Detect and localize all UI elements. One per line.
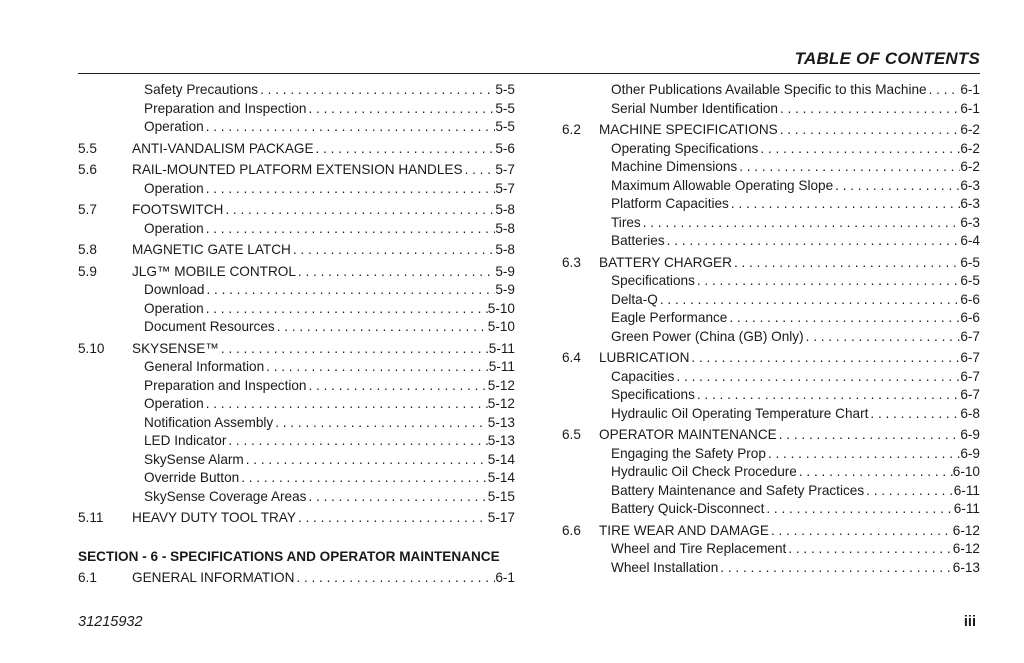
toc-entry-title: Green Power (China (GB) Only): [611, 328, 804, 344]
toc-dot-leader: [258, 81, 495, 100]
toc-entry-page: 5-5: [495, 82, 515, 97]
toc-entry-page: 6-1: [960, 82, 980, 97]
toc-dot-leader: [797, 463, 953, 482]
toc-entry-page: 6-9: [960, 427, 980, 442]
toc-subentry[interactable]: [78, 100, 515, 119]
toc-entry-number: 5.8: [78, 242, 97, 257]
toc-dot-leader: [777, 426, 961, 445]
toc-dot-leader: [689, 349, 960, 368]
toc-dot-leader: [296, 263, 495, 282]
toc-dot-leader: [226, 432, 487, 451]
toc-entry-title: LED Indicator: [144, 433, 227, 448]
toc-entry-title: BATTERY CHARGER: [599, 254, 732, 270]
toc-dot-leader: [463, 161, 496, 180]
toc-dot-leader: [294, 569, 495, 588]
toc-entry-page: 6-3: [960, 214, 980, 230]
toc-subentry[interactable]: [562, 81, 980, 100]
toc-dot-leader: [732, 254, 960, 273]
toc-entry-number: 5.5: [78, 140, 97, 156]
toc-entry-title: FOOTSWITCH: [132, 202, 224, 217]
toc-entry-title: Battery Maintenance and Safety Practices: [611, 482, 865, 498]
toc-entry-title: Specifications: [611, 273, 695, 288]
toc-entry[interactable]: [562, 522, 980, 541]
toc-entry-page: 6-9: [960, 445, 980, 461]
toc-dot-leader: [658, 291, 961, 310]
toc-subentry[interactable]: [562, 177, 980, 196]
toc-dot-leader: [665, 232, 961, 251]
toc-entry[interactable]: [78, 161, 515, 180]
toc-column-right: [562, 81, 980, 577]
toc-dot-leader: [868, 405, 960, 424]
toc-dot-leader: [674, 368, 960, 387]
toc-dot-leader: [778, 100, 960, 119]
toc-dot-leader: [204, 220, 496, 239]
toc-subentry[interactable]: [562, 272, 980, 291]
toc-entry-page: 6-7: [960, 368, 980, 384]
toc-entry-number: 5.7: [78, 202, 97, 217]
toc-entry-page: 6-4: [960, 233, 980, 248]
toc-entry-page: 5-14: [487, 470, 515, 485]
toc-entry-title: Tires: [611, 214, 641, 230]
toc-dot-leader: [306, 100, 495, 119]
toc-entry-page: 6-3: [960, 196, 980, 211]
toc-entry-page: 6-12: [952, 522, 980, 538]
toc-subentry[interactable]: [562, 158, 980, 177]
toc-subentry[interactable]: [562, 195, 980, 214]
toc-subentry[interactable]: [562, 559, 980, 578]
toc-entry[interactable]: [78, 340, 515, 359]
toc-subentry[interactable]: [562, 540, 980, 559]
toc-entry-title: Operation: [144, 180, 204, 196]
toc-dot-leader: [204, 300, 488, 319]
toc-dot-leader: [727, 309, 960, 328]
toc-entry-page: 6-7: [960, 328, 980, 344]
header-divider: [78, 73, 980, 74]
toc-dot-leader: [695, 386, 960, 405]
toc-entry-title: JLG™ MOBILE CONTROL: [132, 263, 296, 279]
toc-entry-title: LUBRICATION: [599, 350, 690, 365]
toc-dot-leader: [927, 81, 961, 100]
toc-entry-page: 6-2: [960, 159, 980, 174]
toc-entry[interactable]: [562, 426, 980, 445]
toc-subentry[interactable]: [78, 81, 515, 100]
toc-entry-page: 6-2: [960, 140, 980, 156]
toc-entry-page: 6-11: [953, 482, 980, 498]
page-title: TABLE OF CONTENTS: [794, 49, 980, 68]
toc-dot-leader: [275, 318, 488, 337]
toc-entry-title: Operating Specifications: [611, 140, 759, 156]
toc-entry-title: Preparation and Inspection: [144, 100, 307, 116]
document-number: 31215932: [78, 614, 143, 630]
toc-entry-title: MACHINE SPECIFICATIONS: [599, 122, 778, 137]
toc-entry-title: Specifications: [611, 387, 695, 402]
toc-subentry[interactable]: [562, 368, 980, 387]
toc-subentry[interactable]: [78, 432, 515, 451]
toc-subentry[interactable]: [78, 469, 515, 488]
toc-entry-title: OPERATOR MAINTENANCE: [599, 427, 777, 442]
toc-entry[interactable]: [78, 140, 515, 159]
toc-entry-title: TIRE WEAR AND DAMAGE: [599, 522, 769, 538]
toc-subentry[interactable]: [562, 309, 980, 328]
toc-entry-title: MAGNETIC GATE LATCH: [132, 242, 291, 257]
toc-dot-leader: [296, 509, 488, 528]
toc-subentry[interactable]: [562, 445, 980, 464]
toc-entry-title: Hydraulic Oil Operating Temperature Chart: [611, 405, 869, 421]
toc-entry-page: 6-13: [952, 559, 980, 575]
toc-entry-number: 6.6: [562, 522, 581, 538]
toc-dot-leader: [804, 328, 961, 347]
toc-entry-page: 6-6: [960, 310, 980, 325]
toc-subentry[interactable]: [562, 214, 980, 233]
toc-subentry[interactable]: [78, 395, 515, 414]
toc-subentry[interactable]: [562, 463, 980, 482]
toc-entry-number: 6.2: [562, 122, 581, 137]
toc-entry-page: 6-11: [953, 501, 980, 516]
toc-entry-page: 5-11: [488, 359, 515, 374]
toc-dot-leader: [264, 358, 489, 377]
toc-entry-number: 5.9: [78, 263, 97, 279]
toc-entry-page: 5-9: [495, 282, 515, 297]
toc-dot-leader: [273, 414, 488, 433]
toc-subentry[interactable]: [562, 328, 980, 347]
toc-dot-leader: [778, 121, 961, 140]
toc-dot-leader: [786, 540, 952, 559]
toc-entry-title: Serial Number Identification: [611, 100, 778, 116]
toc-dot-leader: [833, 177, 960, 196]
toc-entry-page: 5-14: [487, 451, 515, 467]
toc-entry-number: 6.4: [562, 350, 581, 365]
toc-entry-page: 6-1: [495, 570, 515, 585]
toc-subentry[interactable]: [562, 232, 980, 251]
toc-entry-page: 6-12: [952, 541, 980, 556]
toc-subentry[interactable]: [78, 281, 515, 300]
toc-entry-title: Wheel Installation: [611, 559, 719, 575]
toc-entry-page: 5-5: [495, 100, 515, 116]
toc-dot-leader: [718, 559, 952, 578]
toc-entry-title: Operation: [144, 119, 204, 134]
toc-entry-title: SkySense Coverage Areas: [144, 488, 307, 504]
toc-subentry[interactable]: [78, 318, 515, 337]
toc-subentry[interactable]: [562, 140, 980, 159]
toc-subentry[interactable]: [562, 405, 980, 424]
toc-dot-leader: [204, 395, 488, 414]
toc-entry-page: 5-12: [487, 377, 515, 393]
toc-dot-leader: [314, 140, 496, 159]
toc-entry-page: 5-10: [487, 300, 515, 316]
toc-dot-leader: [864, 482, 954, 501]
toc-entry-title: ANTI-VANDALISM PACKAGE: [132, 140, 314, 156]
toc-dot-leader: [764, 500, 953, 519]
toc-subentry[interactable]: [78, 414, 515, 433]
toc-entry-number: 6.3: [562, 254, 581, 270]
toc-subentry[interactable]: [562, 500, 980, 519]
toc-entry-title: GENERAL INFORMATION: [132, 570, 295, 585]
toc-subentry[interactable]: [78, 300, 515, 319]
toc-entry-title: SkySense Alarm: [144, 451, 244, 467]
toc-entry-page: 5-13: [487, 433, 515, 448]
toc-entry[interactable]: [78, 509, 515, 528]
toc-entry-title: Document Resources: [144, 319, 275, 334]
toc-entry-page: 5-10: [487, 319, 515, 334]
toc-dot-leader: [769, 522, 953, 541]
toc-entry-page: 5-8: [495, 220, 515, 236]
toc-entry[interactable]: [78, 241, 515, 260]
toc-entry-title: Operation: [144, 220, 204, 236]
toc-dot-leader: [695, 272, 960, 291]
toc-subentry[interactable]: [78, 451, 515, 470]
toc-entry-page: 6-6: [960, 291, 980, 307]
toc-entry[interactable]: [78, 201, 515, 220]
toc-entry-title: Wheel and Tire Replacement: [611, 541, 787, 556]
toc-subentry[interactable]: [78, 180, 515, 199]
toc-entry-title: RAIL-MOUNTED PLATFORM EXTENSION HANDLES: [132, 162, 463, 177]
toc-entry[interactable]: [562, 254, 980, 273]
toc-entry-page: 6-3: [960, 177, 980, 193]
toc-subentry[interactable]: [562, 482, 980, 501]
toc-subentry[interactable]: [562, 386, 980, 405]
toc-dot-leader: [306, 377, 487, 396]
toc-entry-title: Battery Quick-Disconnect: [611, 501, 765, 516]
toc-entry-page: 5-15: [487, 488, 515, 504]
toc-dot-leader: [239, 469, 488, 488]
toc-entry[interactable]: [562, 349, 980, 368]
toc-entry-title: Platform Capacities: [611, 196, 729, 211]
toc-entry-page: 5-17: [487, 510, 515, 525]
toc-entry-page: 5-8: [495, 202, 515, 217]
toc-column-left: [78, 81, 515, 588]
toc-dot-leader: [758, 140, 960, 159]
toc-dot-leader: [204, 281, 495, 300]
toc-entry-page: 5-12: [487, 396, 515, 411]
toc-entry-page: 6-10: [952, 464, 980, 479]
toc-subentry[interactable]: [78, 358, 515, 377]
page-number: iii: [963, 614, 976, 630]
toc-entry-page: 5-7: [495, 180, 515, 196]
toc-entry-number: 5.6: [78, 162, 97, 177]
toc-entry-title: HEAVY DUTY TOOL TRAY: [132, 510, 296, 525]
toc-subentry[interactable]: [562, 291, 980, 310]
toc-entry-title: SKYSENSE™: [132, 340, 219, 356]
toc-entry-page: 6-1: [960, 100, 980, 116]
toc-dot-leader: [204, 180, 496, 199]
toc-entry-title: Engaging the Safety Prop: [611, 445, 766, 461]
toc-entry[interactable]: [78, 569, 515, 588]
toc-entry-page: 5-8: [495, 242, 515, 257]
toc-entry-title: Operation: [144, 396, 204, 411]
toc-dot-leader: [244, 451, 488, 470]
toc-subentry[interactable]: [78, 377, 515, 396]
toc-subentry[interactable]: [562, 100, 980, 119]
toc-entry-title: General Information: [144, 359, 265, 374]
toc-dot-leader: [204, 118, 496, 137]
toc-entry-page: 5-13: [487, 414, 515, 430]
toc-entry-title: Download: [144, 282, 205, 297]
toc-entry[interactable]: [78, 263, 515, 282]
toc-dot-leader: [737, 158, 960, 177]
toc-entry-title: Batteries: [611, 233, 665, 248]
toc-entry-page: 6-5: [960, 254, 980, 270]
toc-entry-page: 5-5: [495, 119, 515, 134]
toc-entry-page: 5-11: [488, 340, 515, 356]
toc-entry-page: 6-7: [960, 350, 980, 365]
toc-entry-page: 5-9: [495, 263, 515, 279]
toc-entry-title: Operation: [144, 300, 204, 316]
toc-entry-title: Hydraulic Oil Check Procedure: [611, 464, 797, 479]
toc-dot-leader: [729, 195, 960, 214]
toc-dot-leader: [766, 445, 960, 464]
toc-entry-page: 6-8: [960, 405, 980, 421]
toc-entry-page: 6-7: [960, 387, 980, 402]
toc-entry-title: Maximum Allowable Operating Slope: [611, 177, 834, 193]
toc-dot-leader: [641, 214, 961, 233]
toc-entry-page: 6-2: [960, 122, 980, 137]
toc-entry-title: Preparation and Inspection: [144, 377, 307, 393]
toc-entry-title: Machine Dimensions: [611, 159, 738, 174]
toc-entry-page: 5-6: [495, 140, 515, 156]
toc-entry-title: Capacities: [611, 368, 675, 384]
toc-section-heading: SECTION - 6 - SPECIFICATIONS AND OPERATOR MAINTENANCE: [78, 548, 500, 564]
toc-entry-title: Other Publications Available Specific to this Machine: [611, 82, 927, 97]
toc-entry[interactable]: [562, 121, 980, 140]
toc-entry-title: Delta-Q: [611, 291, 658, 307]
toc-subentry[interactable]: [78, 220, 515, 239]
toc-entry-title: Safety Precautions: [144, 82, 259, 97]
toc-entry-title: Eagle Performance: [611, 310, 728, 325]
toc-dot-leader: [219, 340, 489, 359]
toc-entry-page: 6-5: [960, 273, 980, 288]
toc-dot-leader: [291, 241, 495, 260]
toc-entry-number: 5.10: [78, 340, 105, 356]
toc-entry-number: 6.5: [562, 427, 581, 442]
toc-subentry[interactable]: [78, 118, 515, 137]
toc-entry-number: 5.11: [78, 510, 104, 525]
toc-entry-number: 6.1: [78, 570, 97, 585]
toc-entry-page: 5-7: [495, 162, 515, 177]
toc-entry-title: Override Button: [144, 470, 240, 485]
toc-subentry[interactable]: [78, 488, 515, 507]
toc-dot-leader: [223, 201, 495, 220]
toc-dot-leader: [306, 488, 487, 507]
toc-entry-title: Notification Assembly: [144, 414, 274, 430]
